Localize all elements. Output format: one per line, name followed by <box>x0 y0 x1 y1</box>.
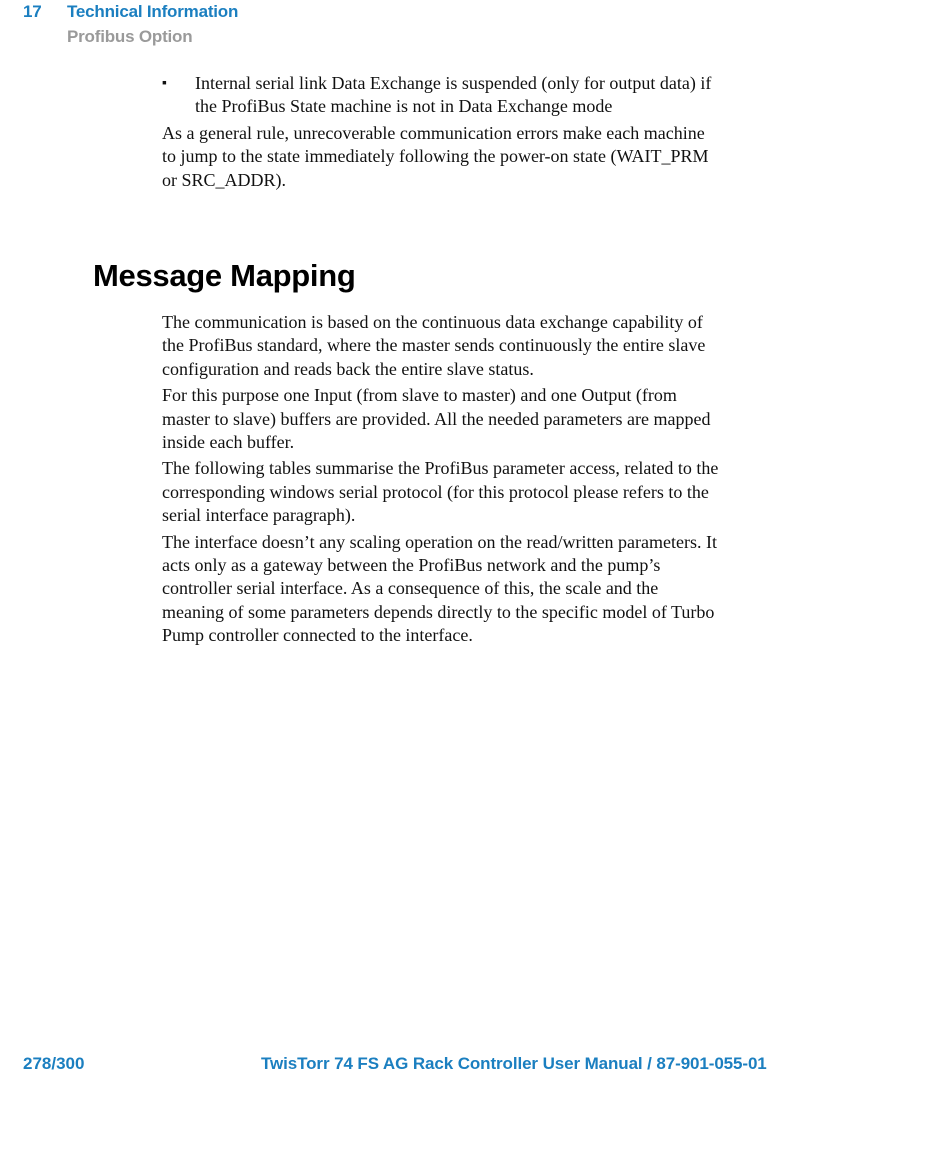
chapter-title: Technical Information <box>67 2 239 21</box>
document-title: TwisTorr 74 FS AG Rack Controller User Manual / 87-901-055-01 <box>261 1054 767 1073</box>
bullet-text: Internal serial link Data Exchange is suspended (only for output data) if the ProfiBus State machine is not in Data Exchange mode <box>195 73 712 117</box>
intro-paragraph: As a general rule, unrecoverable communication errors make each machine to jump to the state immediately following the power-on state (WAIT_PRM or SRC_ADDR). <box>162 122 709 190</box>
intro-block <box>162 72 722 195</box>
chapter-number: 17 <box>23 2 42 21</box>
bullet-item <box>162 72 722 119</box>
section-body <box>162 311 722 651</box>
body-paragraph: The communication is based on the continuous data exchange capability of the ProfiBus standard, where the master sends continuously the entire slave configuration and reads back the entire slave status. <box>162 312 706 379</box>
section-heading: Message Mapping <box>93 258 356 293</box>
body-paragraph: The interface doesn’t any scaling operation on the read/written parameters. It acts only as a gateway between the ProfiBus network and the pump’s controller serial interface. As a consequence of this, the scale and the meaning of some parameters depends directly to the specific model of Turbo Pump controller connected to the interface. <box>162 531 717 646</box>
body-paragraph: The following tables summarise the ProfiBus parameter access, related to the corresponding windows serial protocol (for this protocol please refers to the serial interface paragraph). <box>162 458 719 526</box>
square-bullet-icon: ▪ <box>162 76 167 91</box>
body-paragraph: For this purpose one Input (from slave to master) and one Output (from master to slave) buffers are provided. All the needed parameters are mapped inside each buffer. <box>162 385 711 453</box>
page-number: 278/300 <box>23 1054 85 1073</box>
section-title: Profibus Option <box>67 27 193 46</box>
